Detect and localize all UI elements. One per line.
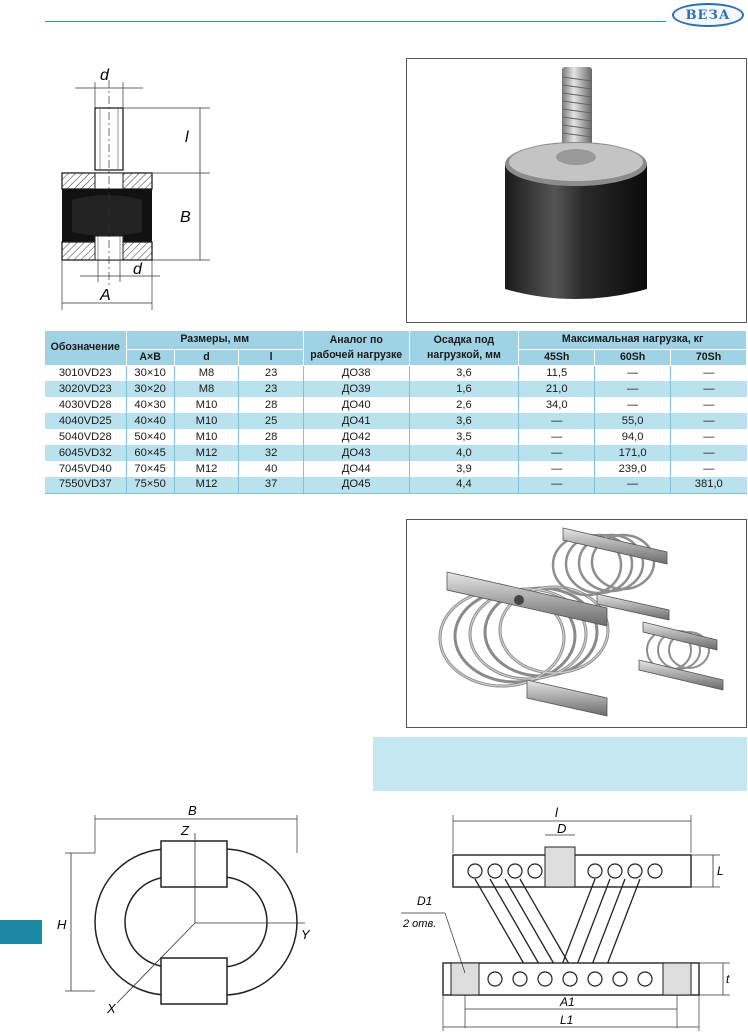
cell-settlement: 3,6 [409,413,519,429]
cell-designation: 3010VD23 [45,365,126,381]
cell-analog: ДО42 [303,429,409,445]
th-70sh: 70Sh [671,349,747,365]
cell-analog: ДО41 [303,413,409,429]
rubber-mount-photo [406,58,747,323]
cell-70sh: — [671,445,747,461]
dim-l-small: L [717,864,724,878]
cell-settlement: 3,6 [409,365,519,381]
cell-45sh: 11,5 [519,365,595,381]
th-settlement: Осадка под нагрузкой, мм [409,331,519,365]
mount-section-drawing [40,60,220,315]
cell-70sh: — [671,381,747,397]
th-dimensions: Размеры, мм [126,331,303,349]
cell-45sh: — [519,477,595,493]
cell-ab: 50×40 [126,429,174,445]
spec-table [45,331,747,494]
cell-analog: ДО45 [303,477,409,493]
axis-z: Z [181,823,189,838]
cell-l: 37 [239,477,304,493]
axis-x: X [107,1001,116,1016]
cell-ab: 30×20 [126,381,174,397]
cell-d: M10 [174,397,239,413]
cell-60sh: 239,0 [595,461,671,477]
cell-l: 23 [239,381,304,397]
cell-designation: 4030VD28 [45,397,126,413]
cell-analog: ДО43 [303,445,409,461]
cell-designation: 6045VD32 [45,445,126,461]
dim-l1: L1 [560,1013,574,1027]
cell-60sh: — [595,397,671,413]
cell-60sh: 171,0 [595,445,671,461]
cell-settlement: 4,4 [409,477,519,493]
dim-b: B [180,209,191,226]
dim-d-3: D [557,821,567,836]
cell-60sh: — [595,477,671,493]
page-side-tab [0,920,42,944]
cell-l: 25 [239,413,304,429]
cell-45sh: — [519,429,595,445]
table-row [45,397,747,413]
cell-ab: 40×40 [126,413,174,429]
cell-analog: ДО40 [303,397,409,413]
cell-settlement: 2,6 [409,397,519,413]
cell-60sh: — [595,381,671,397]
cell-45sh: — [519,413,595,429]
cell-60sh: 94,0 [595,429,671,445]
th-l: l [239,349,304,365]
cell-l: 40 [239,461,304,477]
cell-designation: 3020VD23 [45,381,126,397]
cell-45sh: 34,0 [519,397,595,413]
th-analog: Аналог по рабочей нагрузке [303,331,409,365]
cell-d: M12 [174,477,239,493]
cell-ab: 70×45 [126,461,174,477]
table-row [45,429,747,445]
dim-b-2: B [188,803,197,818]
isolator-side-view-drawing [395,803,745,1033]
cell-settlement: 3,5 [409,429,519,445]
hole-count: 2 отв. [403,918,437,930]
table-row [45,445,747,461]
cell-designation: 7550VD37 [45,477,126,493]
cell-l: 28 [239,397,304,413]
cell-d: M12 [174,445,239,461]
cell-analog: ДО39 [303,381,409,397]
cell-60sh: 55,0 [595,413,671,429]
wire-rope-isolator-photo [406,519,747,728]
cell-ab: 75×50 [126,477,174,493]
cell-designation: 4040VD25 [45,413,126,429]
dim-t: t [726,972,730,986]
dim-a: A [100,287,111,304]
isolator-top-view-drawing [55,803,320,1033]
axis-y: Y [301,927,310,942]
table-row [45,413,747,429]
cell-70sh: — [671,429,747,445]
veza-logo: ВЕЗА [672,3,744,27]
table-row [45,381,747,397]
cell-settlement: 4,0 [409,445,519,461]
cell-analog: ДО38 [303,365,409,381]
cell-d: M10 [174,429,239,445]
dim-d1: D1 [417,894,433,908]
dim-d-bottom: d [133,261,142,278]
cell-70sh: — [671,397,747,413]
cell-l: 28 [239,429,304,445]
cell-d: M8 [174,365,239,381]
table-row [45,365,747,381]
cell-70sh: — [671,413,747,429]
cell-ab: 60×45 [126,445,174,461]
dim-l-3: l [555,805,558,820]
cell-45sh: — [519,445,595,461]
th-max-load: Максимальная нагрузка, кг [519,331,747,349]
dim-l: l [185,129,189,146]
th-designation: Обозначение [45,331,126,365]
th-60sh: 60Sh [595,349,671,365]
cell-70sh: 381,0 [671,477,747,493]
info-box [373,737,747,791]
cell-designation: 7045VD40 [45,461,126,477]
dim-a1: A1 [560,995,575,1009]
cell-designation: 5040VD28 [45,429,126,445]
cell-settlement: 3,9 [409,461,519,477]
th-d: d [174,349,239,365]
cell-d: M12 [174,461,239,477]
cell-analog: ДО44 [303,461,409,477]
cell-settlement: 1,6 [409,381,519,397]
cell-70sh: — [671,365,747,381]
th-ab: A×B [126,349,174,365]
cell-d: M10 [174,413,239,429]
cell-60sh: — [595,365,671,381]
cell-l: 32 [239,445,304,461]
cell-ab: 30×10 [126,365,174,381]
cell-70sh: — [671,461,747,477]
cell-l: 23 [239,365,304,381]
cell-45sh: 21,0 [519,381,595,397]
table-row [45,477,747,493]
cell-45sh: — [519,461,595,477]
cell-d: M8 [174,381,239,397]
table-row [45,461,747,477]
header-rule [45,21,666,22]
dim-h: H [57,917,67,932]
dim-d-top: d [100,67,109,84]
th-45sh: 45Sh [519,349,595,365]
cell-ab: 40×30 [126,397,174,413]
